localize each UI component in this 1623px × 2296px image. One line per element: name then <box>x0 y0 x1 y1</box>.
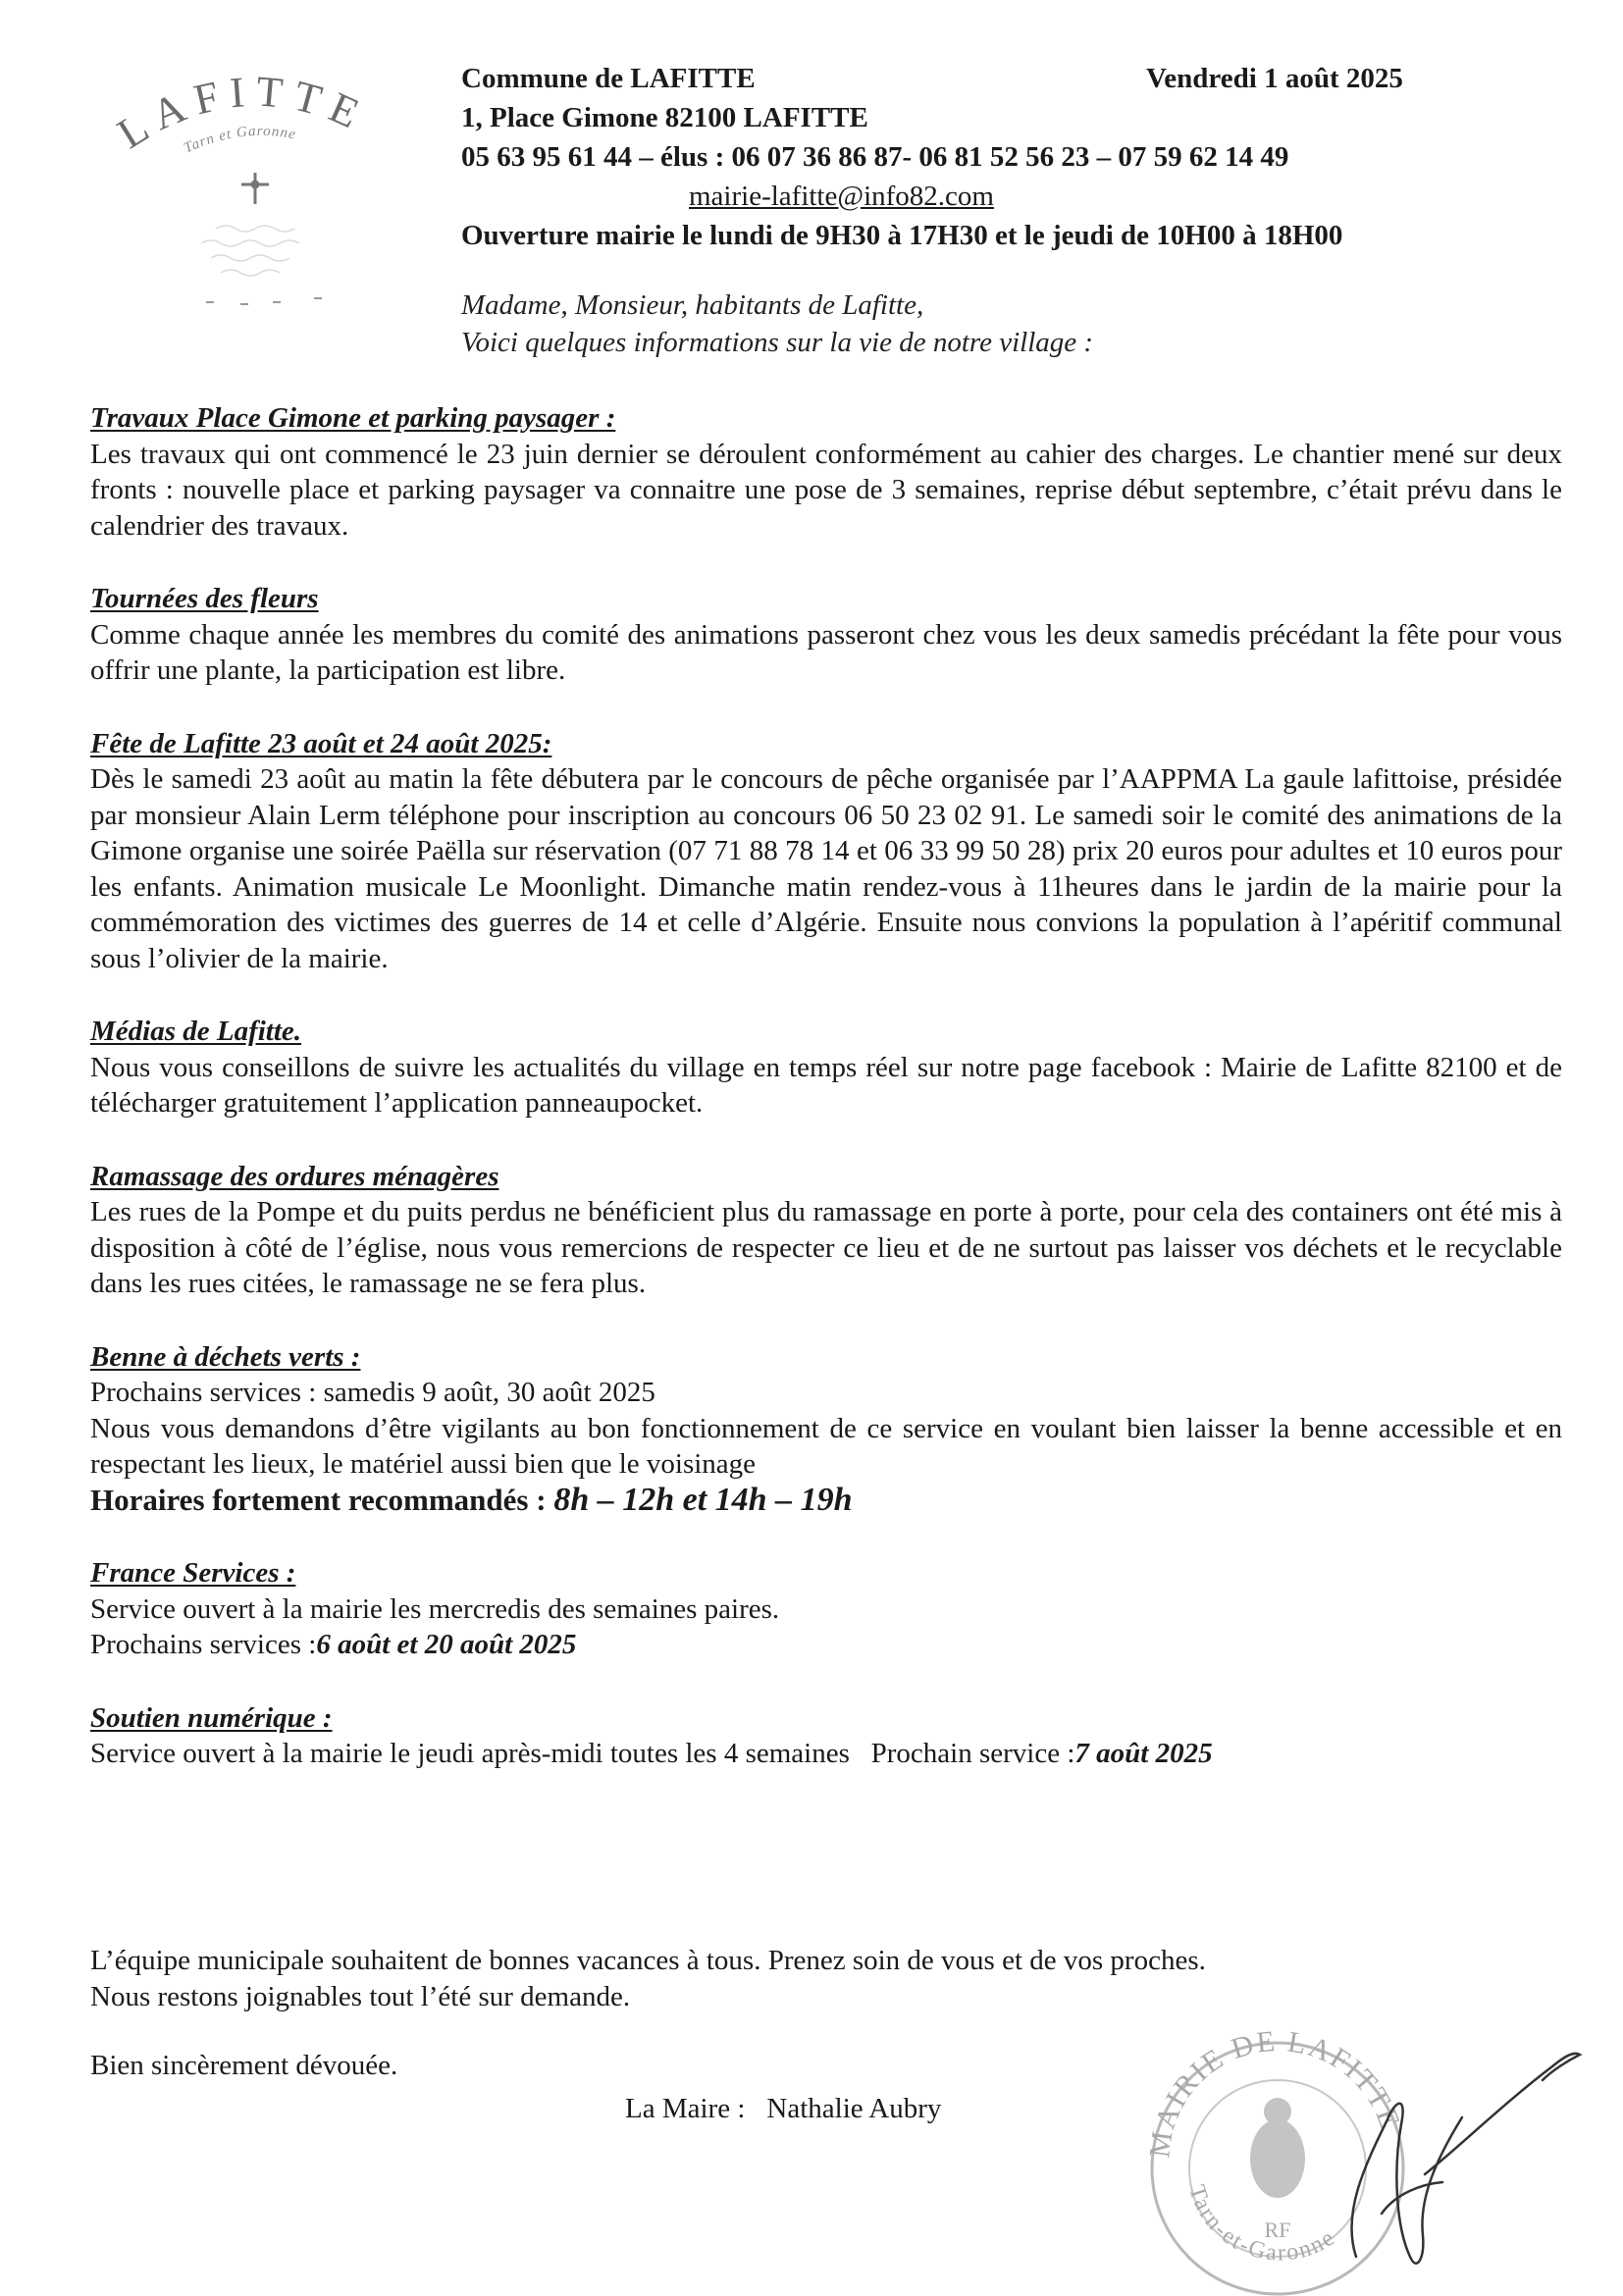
section-text: Nous vous conseillons de suivre les actualités du village en temps réel sur notre page facebook : Mairie de Lafitte 82100 et de télécharger gratuitement l’application panneaupocket. <box>90 1051 1562 1119</box>
section-title: Médias de Lafitte. <box>90 1016 302 1047</box>
address: 1, Place Gimone 82100 LAFITTE <box>461 102 868 133</box>
waves-icon <box>201 226 299 276</box>
greeting-line-1: Madame, Monsieur, habitants de Lafitte, <box>461 289 924 321</box>
section-text: Dès le samedi 23 août au matin la fête débutera par le concours de pêche organisée par l’AAPPMA La gaule lafittoise, présidée par monsieur Alain Lerm téléphone pour inscription au concours 06 50 23 02 91. Le samedi soir le comité des animations de la Gimone organise une soirée Paëlla sur réservation (07 71 88 78 14 et 06 33 99 50 28) prix 20 euros pour adultes et 10 euros pour les enfants. Animation musicale Le Moonlight. Dimanche matin rendez-vous à 11heures dans le jardin de la mairie pour la commémoration des victimes des guerres de 14 et celle d’Algérie. Ensuite nous convions la population à l’apéritif communal sous l’olivier de la mairie. <box>90 763 1562 974</box>
benne-next-services: Prochains services : samedis 9 août, 30 août 2025 <box>90 1377 655 1408</box>
email-link[interactable]: mairie-lafitte@info82.com <box>689 181 994 212</box>
section-title: France Services : <box>90 1557 296 1589</box>
section-ordures <box>90 1159 1562 1302</box>
france-services-line-1: Service ouvert à la mairie les mercredis des semaines paires. <box>90 1592 780 1625</box>
section-text: Comme chaque année les membres du comité des animations passeront chez vous les deux samedis précédant la fête pour vous offrir une plante, la participation est libre. <box>90 618 1562 686</box>
section-fete <box>90 726 1562 977</box>
france-services-line-2 <box>90 1627 1562 1663</box>
maire-label: La Maire : <box>625 2093 746 2124</box>
stamp-and-signature <box>1130 2002 1592 2296</box>
section-title: Ramassage des ordures ménagères <box>90 1160 499 1192</box>
section-benne <box>90 1339 1562 1519</box>
section-title: Travaux Place Gimone et parking paysager : <box>90 402 616 434</box>
stamp-text-bottom: Tarn-et-Garonne <box>1182 2181 1341 2267</box>
letter-date: Vendredi 1 août 2025 <box>1146 63 1403 94</box>
opening-hours: Ouverture mairie le lundi de 9H30 à 17H30 et le jeudi de 10H00 à 18H00 <box>461 220 1343 251</box>
stamp-seal <box>1130 2002 1592 2296</box>
stamp-figure <box>1250 2098 1305 2198</box>
greeting <box>461 287 1093 361</box>
section-travaux <box>90 400 1562 544</box>
section-title: Tournées des fleurs <box>90 583 319 614</box>
letter-header <box>461 59 1541 255</box>
benne-hours <box>90 1483 1562 1519</box>
greeting-line-2: Voici quelques informations sur la vie de notre village : <box>461 327 1094 358</box>
closing-line-2: Nous restons joignables tout l’été sur demande. <box>90 1981 631 2012</box>
logo-text: LAFITTE <box>109 67 376 159</box>
section-fleurs <box>90 581 1562 689</box>
logo-graphic <box>108 57 402 312</box>
section-title: Soutien numérique : <box>90 1701 333 1734</box>
sincere-text: Bien sincèrement dévouée. <box>90 2050 398 2081</box>
section-numerique <box>90 1700 1562 1772</box>
numerique-date: 7 août 2025 <box>1074 1738 1213 1769</box>
section-text: Les rues de la Pompe et du puits perdus ne bénéficient plus du ramassage en porte à porte, pour cela des containers ont été mis à disposition à côté de l’église, nous vous remercions de respecter ce lieu et de ne surtout pas laisser vos déchets et le recyclable dans les rues citées, le ramassage ne se fera plus. <box>90 1196 1562 1299</box>
phone-numbers: 05 63 95 61 44 – élus : 06 07 36 86 87- 06 81 52 56 23 – 07 59 62 14 49 <box>461 141 1289 173</box>
dash-marks <box>206 298 322 304</box>
stamp-text-top: MAIRIE DE LAFITTE <box>1143 2024 1407 2160</box>
section-title: Fête de Lafitte 23 août et 24 août 2025: <box>90 727 552 759</box>
closing-text <box>90 1943 1206 2015</box>
svg-text:Tarn et Garonne <box>182 124 297 157</box>
signatory <box>625 2093 941 2125</box>
svg-text:Tarn-et-Garonne <box>1183 2182 1340 2267</box>
maire-name: Nathalie Aubry <box>766 2093 942 2124</box>
section-title: Benne à déchets verts : <box>90 1340 361 1373</box>
village-logo <box>108 57 402 312</box>
benne-hours-label: Horaires fortement recommandés : <box>90 1482 554 1517</box>
letter-body <box>90 400 1562 1809</box>
stamp-center: RF <box>1264 2218 1291 2242</box>
numerique-line <box>90 1736 1562 1772</box>
section-france-services <box>90 1555 1562 1663</box>
closing-line-1: L’équipe municipale souhaitent de bonnes vacances à tous. Prenez soin de vous et de vos proches. <box>90 1945 1206 1976</box>
logo-subtitle: Tarn et Garonne <box>182 123 298 157</box>
france-services-label: Prochains services : <box>90 1629 317 1660</box>
section-medias <box>90 1014 1562 1122</box>
numerique-text: Service ouvert à la mairie le jeudi après-midi toutes les 4 semaines Prochain service : <box>90 1738 1075 1769</box>
commune-name: Commune de LAFITTE <box>461 63 756 94</box>
section-text: Nous vous demandons d’être vigilants au bon fonctionnement de ce service en voulant bien laisser la benne accessible et en respectant les lieux, le matériel aussi bien que le voisinage <box>90 1412 1562 1480</box>
france-services-dates: 6 août et 20 août 2025 <box>316 1629 577 1660</box>
cross-icon <box>241 173 269 204</box>
svg-text:LAFITTE <box>109 67 375 158</box>
section-text: Les travaux qui ont commencé le 23 juin dernier se déroulent conformément au cahier des charges. Le chantier mené sur deux fronts : nouvelle place et parking paysager va connaitre une pose de 3 semaines, reprise début septembre, c’était prévu dans le calendrier des travaux. <box>90 438 1562 542</box>
benne-hours-value: 8h – 12h et 14h – 19h <box>553 1481 853 1518</box>
